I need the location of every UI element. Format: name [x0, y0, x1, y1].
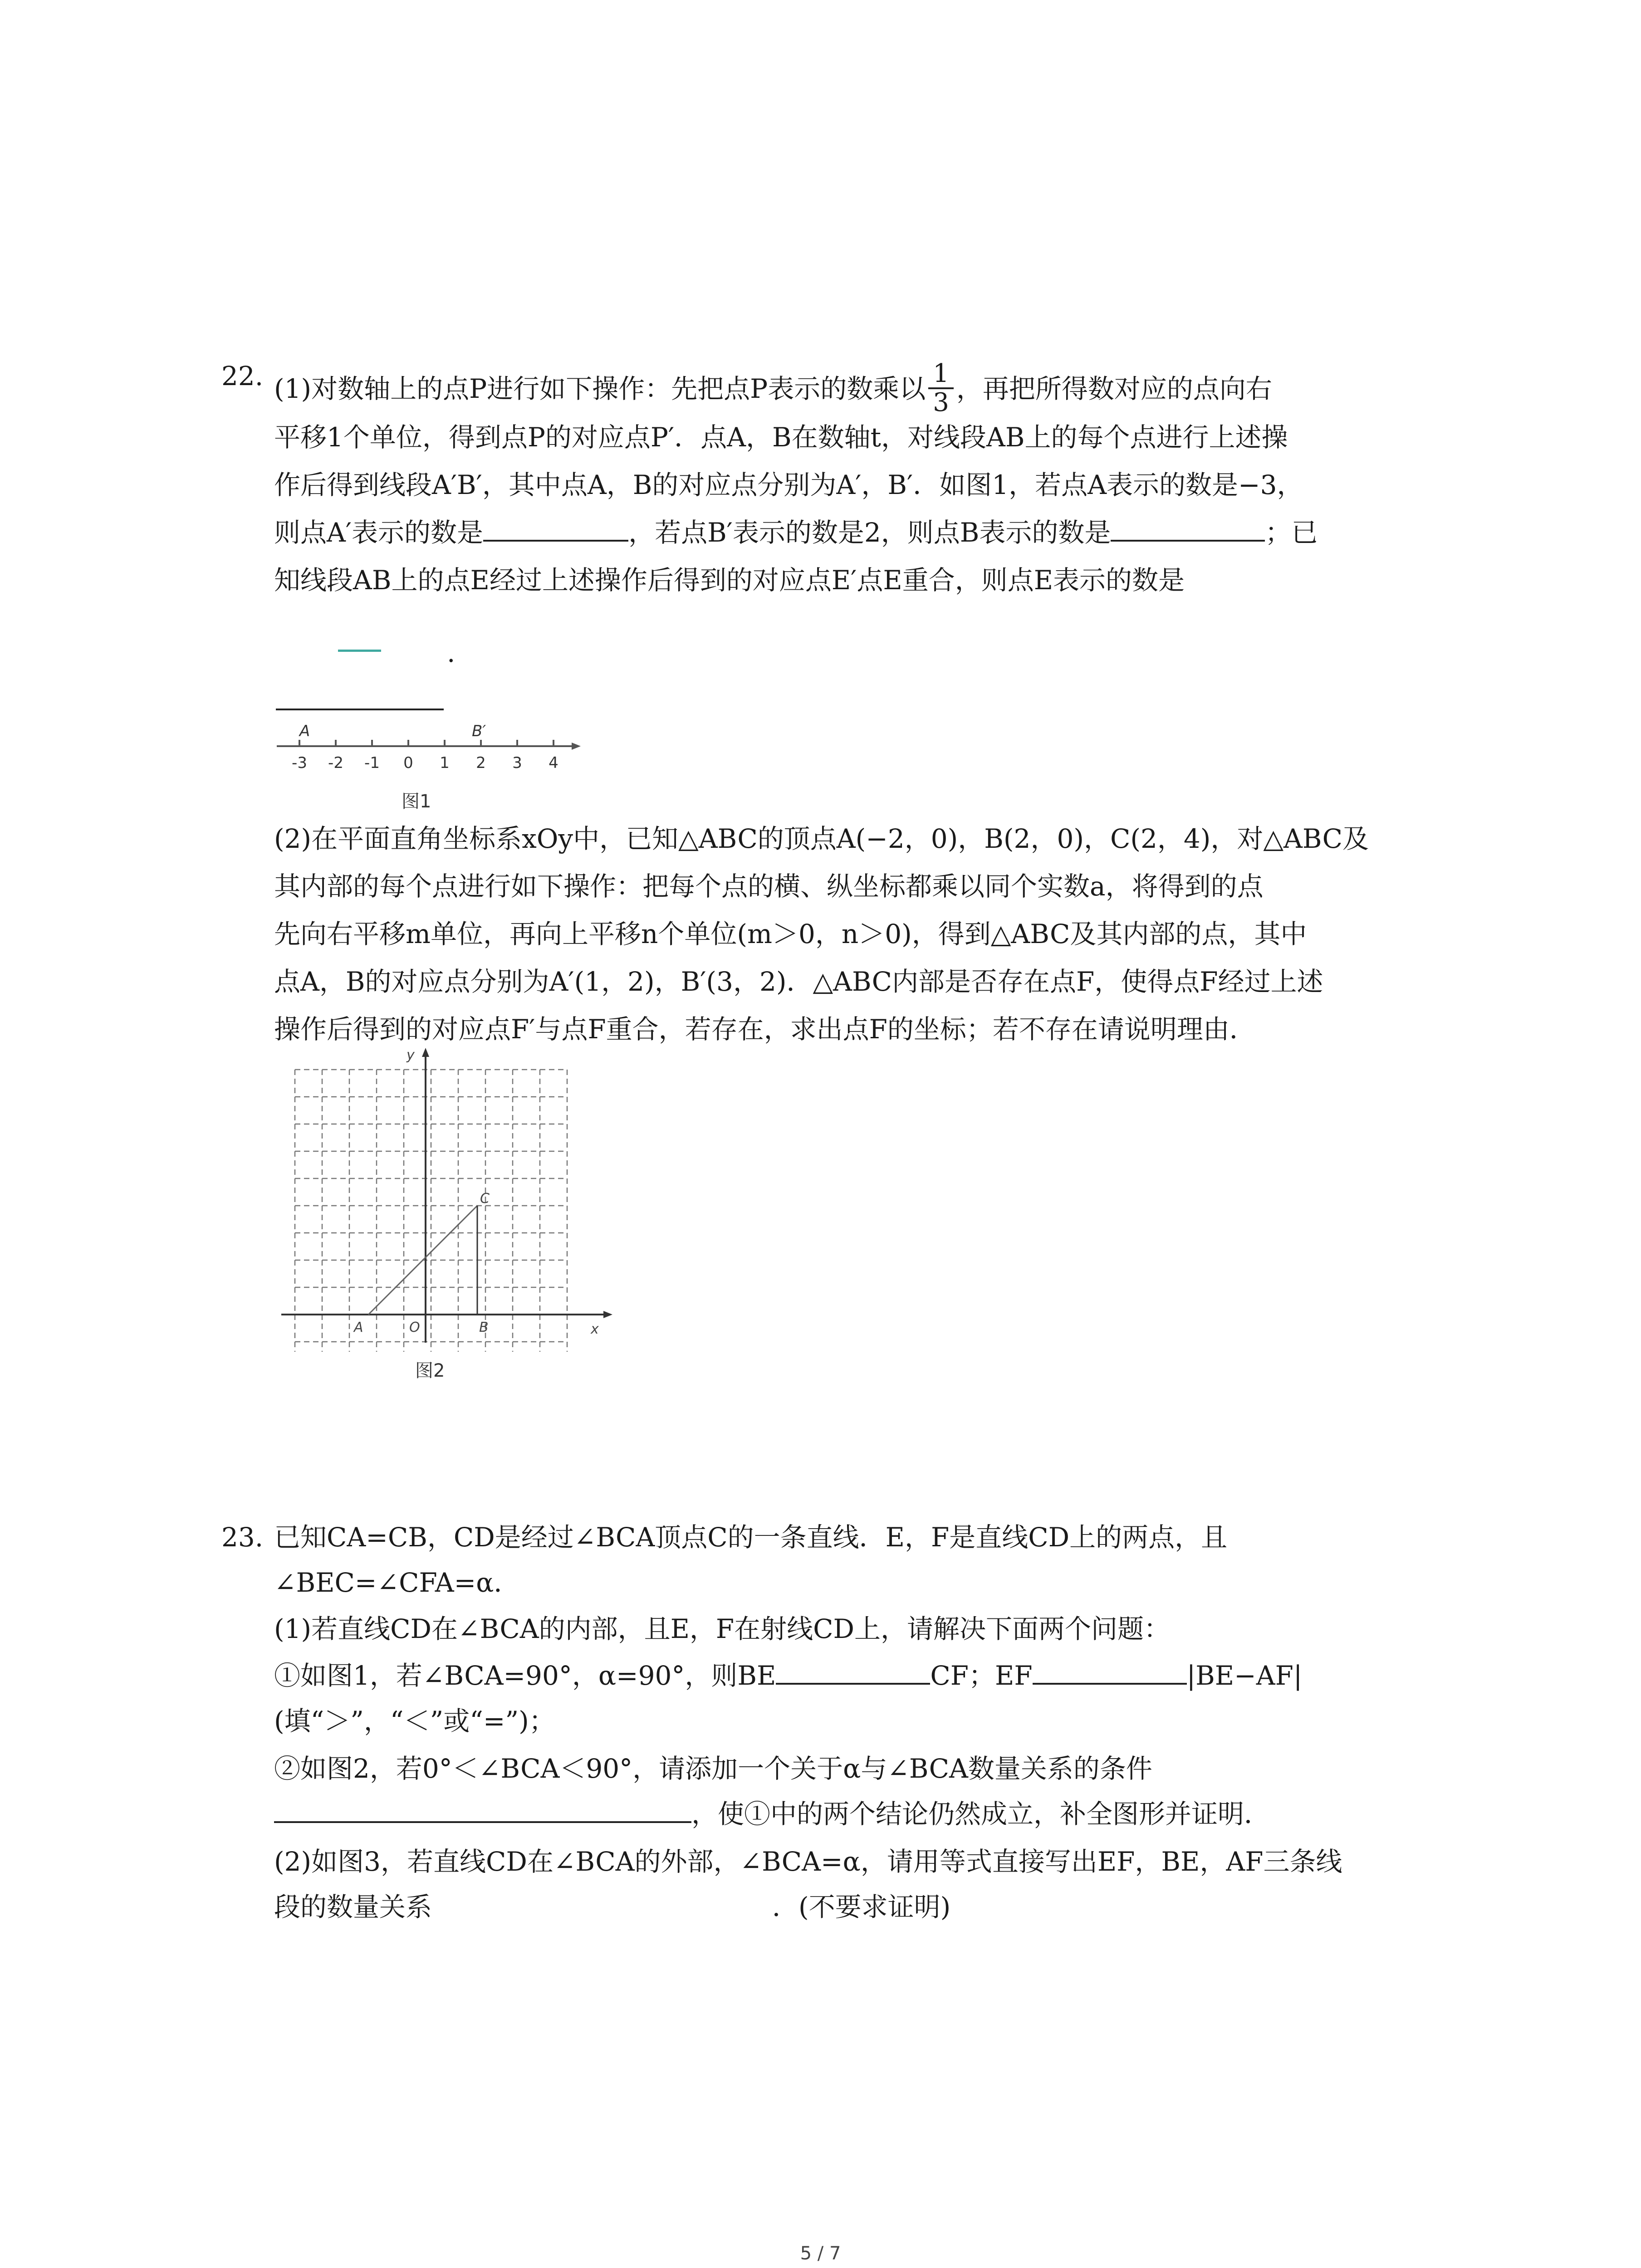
- point-c-label: C: [480, 1191, 490, 1207]
- number-line-label-b-prime: B′: [472, 722, 486, 740]
- q23-line4: [274, 1662, 1302, 1689]
- q22-p2-line4: 点A，B的对应点分别为A′(1，2)，B′(3，2)．△ABC内部是否存在点F，使得点F经过上述: [274, 966, 1323, 997]
- q22-p1-line1-text-b: ，再把所得数对应的点向右: [956, 373, 1272, 405]
- number-line-tick-label: 2: [476, 754, 486, 772]
- number-line-tick-label: 3: [512, 754, 522, 772]
- number-line-label-a: A: [299, 722, 310, 740]
- q23-line3: (1)若直线CD在∠BCA的内部，且E，F在射线CD上，请解决下面两个问题：: [274, 1613, 1171, 1644]
- q22-p1-line4-text-b: ，若点B′表示的数是2，则点B表示的数是: [628, 517, 1111, 548]
- answer-blank-e-value[interactable]: [276, 709, 444, 710]
- q22-p1-line4: [274, 519, 1318, 546]
- q23-line4-text-b: CF；EF: [930, 1660, 1033, 1691]
- number-line-tick-label: -1: [364, 754, 380, 772]
- q22-p1-line3: 作后得到线段A′B′，其中点A，B的对应点分别为A′，B′．如图1，若点A表示的数是−3，: [274, 469, 1303, 500]
- q22-p1-line2: 平移1个单位，得到点P的对应点P′．点A，B在数轴t，对线段AB上的每个点进行上述操: [274, 422, 1288, 453]
- q23-line9-text-b: ．(不要求证明): [772, 1892, 951, 1922]
- q23-line2: ∠BEC=∠CFA=α．: [274, 1567, 520, 1598]
- answer-blank-b-value[interactable]: [1111, 540, 1265, 542]
- figure1-caption: 图1: [402, 791, 431, 812]
- q22-p2-line1: (2)在平面直角坐标系xOy中，已知△ABC的顶点A(−2，0)，B(2，0)，C(2，4)，对△ABC及: [274, 823, 1369, 854]
- answer-blank-condition[interactable]: [274, 1821, 691, 1823]
- number-line-arrow: [572, 743, 581, 750]
- fraction-numerator: 1: [928, 360, 954, 389]
- answer-blank-be-cf[interactable]: [776, 1683, 930, 1685]
- y-axis-label: y: [407, 1047, 415, 1063]
- q22-p1-line6-period: .: [447, 637, 456, 668]
- number-line-tick-label: -3: [292, 754, 307, 772]
- q23-line6: ②如图2，若0°＜∠BCA＜90°，请添加一个关于α与∠BCA数量关系的条件: [274, 1753, 1152, 1784]
- teal-answer-mark: [338, 650, 381, 652]
- x-axis-label: x: [591, 1321, 599, 1337]
- number-line-tick-label: 4: [549, 754, 558, 772]
- q23-line9-text-a: 段的数量关系: [274, 1892, 432, 1922]
- fraction-denominator: 3: [933, 388, 949, 417]
- q23-line5: (填“＞”，“＜”或“=”)；: [274, 1706, 555, 1736]
- number-line-tick-label: 1: [440, 754, 450, 772]
- answer-blank-ef[interactable]: [1033, 1683, 1187, 1685]
- point-b-label: B: [479, 1320, 489, 1335]
- q23-line9: [274, 1894, 950, 1920]
- q22-p1-line1-text-a: (1)对数轴上的点P进行如下操作：先把点P表示的数乘以: [274, 373, 926, 405]
- q23-line1: 已知CA=CB，CD是经过∠BCA顶点C的一条直线．E，F是直线CD上的两点，且: [274, 1522, 1228, 1553]
- origin-label: O: [409, 1320, 420, 1335]
- page-number: 5 / 7: [800, 2243, 841, 2264]
- q23-line7: [274, 1801, 1270, 1827]
- q23-number: 23.: [221, 1522, 264, 1553]
- number-line-tick-label: -2: [328, 754, 343, 772]
- q23-line7-text: ，使①中的两个结论仍然成立，补全图形并证明．: [691, 1799, 1271, 1829]
- y-axis-arrow: [422, 1048, 429, 1057]
- fraction-one-third: [928, 360, 954, 416]
- q22-p2-line3: 先向右平移m单位，再向上平移n个单位(m＞0，n＞0)，得到△ABC及其内部的点，其中: [274, 919, 1307, 949]
- point-a-label: A: [354, 1320, 363, 1335]
- figure2-coordinate-grid: [272, 1043, 617, 1352]
- figure2-caption: 图2: [415, 1360, 445, 1381]
- q22-p1-line5: 知线段AB上的点E经过上述操作后得到的对应点E′点E重合，则点E表示的数是: [274, 565, 1185, 596]
- q22-number: 22.: [221, 361, 264, 391]
- q22-p2-line5: 操作后得到的对应点F′与点F重合，若存在，求出点F的坐标；若不存在请说明理由．: [274, 1014, 1256, 1045]
- q22-p1-line4-text-a: 则点A′表示的数是: [274, 517, 484, 548]
- answer-blank-a-prime[interactable]: [483, 540, 628, 542]
- q23-line4-text-c: |BE−AF|: [1186, 1660, 1303, 1691]
- q23-line8: (2)如图3，若直线CD在∠BCA的外部，∠BCA=α，请用等式直接写出EF，BE，AF三条线: [274, 1846, 1342, 1877]
- q22-p1-line4-text-c: ；已: [1265, 517, 1318, 548]
- number-line-tick-label: 0: [403, 754, 413, 772]
- q22-p1-line1: [274, 359, 1272, 419]
- q23-line4-text-a: ①如图1，若∠BCA=90°，α=90°，则BE: [274, 1660, 776, 1691]
- q22-p2-line2: 其内部的每个点进行如下操作：把每个点的横、纵坐标都乘以同个实数a，将得到的点: [274, 871, 1264, 902]
- x-axis-arrow: [603, 1311, 612, 1318]
